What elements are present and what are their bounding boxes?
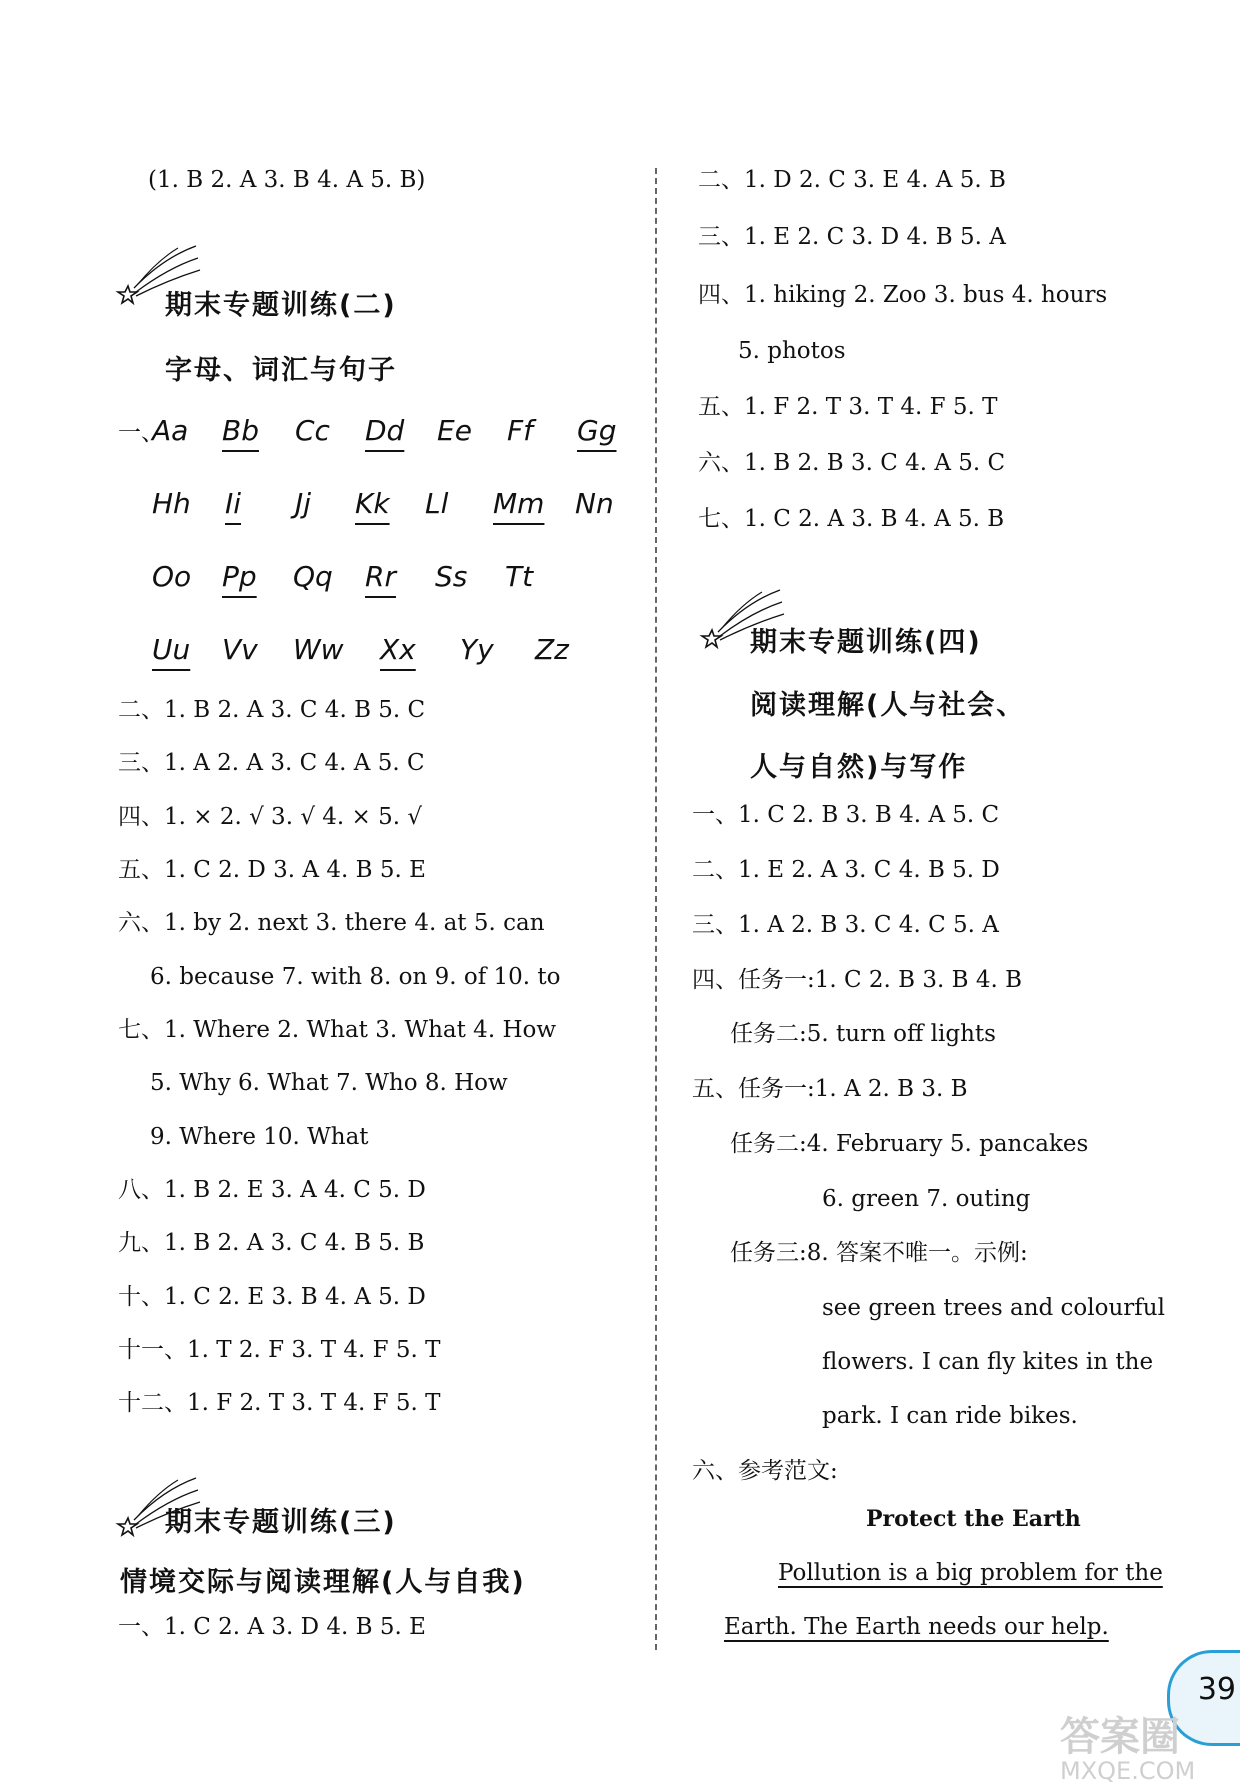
letter-pair: Zz [535, 633, 569, 666]
letter-pair: Ss [435, 560, 468, 593]
answer-line: 任务二:4. February 5. pancakes [730, 1131, 1089, 1157]
answer-line: 四、1. hiking 2. Zoo 3. bus 4. hours [698, 282, 1108, 308]
section-subtitle-2: 字母、词汇与句子 [165, 355, 397, 386]
letter-pair: Uu [152, 633, 191, 666]
answer-line: 七、1. C 2. A 3. B 4. A 5. B [698, 506, 1005, 532]
essay-line: Pollution is a big problem for the [778, 1560, 1163, 1586]
letter-pair: Hh [152, 487, 191, 520]
answer-line: 一、1. C 2. B 3. B 4. A 5. C [692, 802, 1000, 828]
essay-line: Earth. The Earth needs our help. [724, 1614, 1109, 1640]
section-title-3: 期末专题训练(三) [165, 1507, 397, 1538]
letter-pair: Yy [460, 633, 494, 666]
answer-line: 六、参考范文: [692, 1458, 838, 1484]
page-number: 39 [1197, 1672, 1236, 1707]
answer-line: 任务二:5. turn off lights [730, 1021, 996, 1047]
letter-pair: Vv [222, 633, 258, 666]
letter-pair: Jj [295, 487, 312, 520]
answer-line: 七、1. Where 2. What 3. What 4. How [118, 1017, 557, 1043]
answer-line: 二、1. E 2. A 3. C 4. B 5. D [692, 857, 1000, 883]
column-divider [655, 168, 657, 1650]
letter-pair: Bb [222, 414, 259, 447]
essay-title: Protect the Earth [866, 1506, 1081, 1532]
answer-line: 八、1. B 2. E 3. A 4. C 5. D [118, 1177, 426, 1203]
answer-line: 5. photos [738, 338, 846, 364]
answer-line: 三、1. E 2. C 3. D 4. B 5. A [698, 224, 1006, 250]
answer-line: 四、任务一:1. C 2. B 3. B 4. B [692, 967, 1023, 993]
answer-line: 二、1. D 2. C 3. E 4. A 5. B [698, 167, 1006, 193]
section-title-4: 期末专题训练(四) [750, 627, 982, 658]
letter-pair: Nn [575, 487, 614, 520]
answer-line: 九、1. B 2. A 3. C 4. B 5. B [118, 1230, 425, 1256]
letter-pair: Ii [225, 487, 242, 520]
answer-line: see green trees and colourful [822, 1295, 1165, 1321]
answer-line: flowers. I can fly kites in the [822, 1349, 1154, 1375]
watermark-url: MXQE.COM [1060, 1757, 1196, 1785]
answer-line: 十二、1. F 2. T 3. T 4. F 5. T [118, 1390, 441, 1416]
letter-pair: Ee [437, 414, 472, 447]
letter-pair: Tt [505, 560, 534, 593]
letter-pair: Kk [355, 487, 390, 520]
answer-line: 任务三:8. 答案不唯一。示例: [730, 1240, 1028, 1266]
answer-line: 四、1. × 2. √ 3. √ 4. × 5. √ [118, 804, 423, 830]
letter-pair: Mm [493, 487, 545, 520]
letter-pair: Gg [577, 414, 617, 447]
answer-line: 五、1. C 2. D 3. A 4. B 5. E [118, 857, 426, 883]
answer-line: 十、1. C 2. E 3. B 4. A 5. D [118, 1284, 426, 1310]
section-title-2: 期末专题训练(二) [165, 290, 397, 321]
answer-line: 9. Where 10. What [150, 1124, 369, 1150]
answer-line: 三、1. A 2. A 3. C 4. A 5. C [118, 750, 425, 776]
part-label: 一、 [118, 420, 164, 446]
letter-pair: Ww [293, 633, 344, 666]
letter-pair: Pp [222, 560, 257, 593]
answer-line: 6. because 7. with 8. on 9. of 10. to [150, 964, 561, 990]
answer-line: park. I can ride bikes. [822, 1403, 1078, 1429]
section-subtitle-4b: 人与自然)与写作 [750, 752, 968, 783]
section-subtitle-3: 情境交际与阅读理解(人与自我) [120, 1567, 526, 1598]
letter-pair: Ll [425, 487, 449, 520]
letter-pair: Rr [365, 560, 396, 593]
answer-line: 6. green 7. outing [822, 1186, 1031, 1212]
answer-line-top: (1. B 2. A 3. B 4. A 5. B) [148, 167, 426, 193]
letter-pair: Oo [152, 560, 192, 593]
answer-line: 六、1. by 2. next 3. there 4. at 5. can [118, 910, 545, 936]
letter-pair: Aa [152, 414, 189, 447]
letter-pair: Ff [507, 414, 533, 447]
letter-pair: Dd [365, 414, 405, 447]
answer-line: 二、1. B 2. A 3. C 4. B 5. C [118, 697, 426, 723]
answer-line: 五、1. F 2. T 3. T 4. F 5. T [698, 394, 998, 420]
letter-pair: Xx [380, 633, 416, 666]
answer-line: 六、1. B 2. B 3. C 4. A 5. C [698, 450, 1006, 476]
answer-line: 十一、1. T 2. F 3. T 4. F 5. T [118, 1337, 441, 1363]
answer-line: 一、1. C 2. A 3. D 4. B 5. E [118, 1614, 426, 1640]
watermark-logo-text: 答案圈 [1060, 1714, 1180, 1760]
section-subtitle-4a: 阅读理解(人与社会、 [750, 690, 1026, 721]
answer-line: 三、1. A 2. B 3. C 4. C 5. A [692, 912, 999, 938]
letter-pair: Cc [295, 414, 330, 447]
answer-line: 5. Why 6. What 7. Who 8. How [150, 1070, 508, 1096]
answer-line: 五、任务一:1. A 2. B 3. B [692, 1076, 968, 1102]
letter-pair: Qq [293, 560, 333, 593]
